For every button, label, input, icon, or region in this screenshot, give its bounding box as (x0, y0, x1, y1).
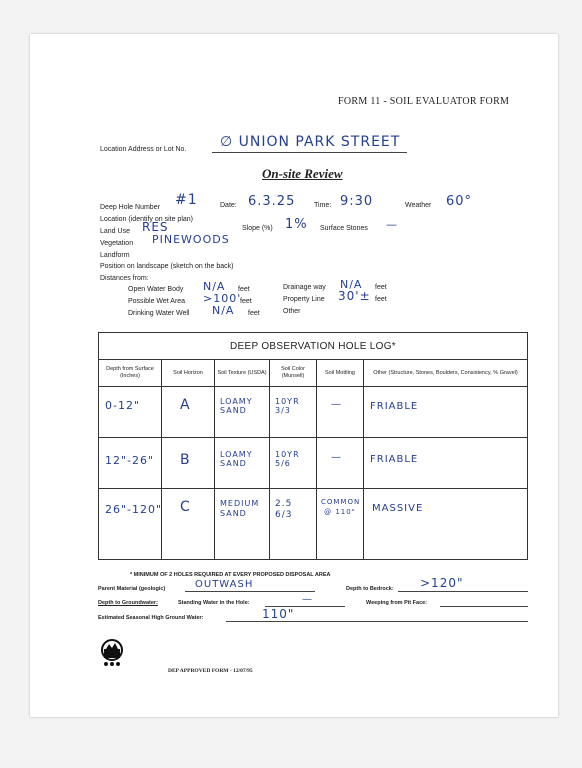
date-value: 6.3.25 (248, 194, 296, 209)
seasonal-high-line (226, 621, 528, 622)
weather-label: Weather (405, 202, 432, 209)
row3-horizon: C (180, 499, 191, 515)
possible-wet-feet: feet (240, 298, 252, 305)
row1-texture: LOAMY SAND (220, 397, 253, 415)
drinking-water-label: Drinking Water Well (128, 310, 190, 317)
weeping-line (440, 606, 528, 607)
row3-depth: 26"-120" (105, 503, 163, 516)
depth-bedrock-line (398, 591, 528, 592)
row1-mottling: — (331, 399, 342, 410)
property-line-feet: feet (375, 296, 387, 303)
weeping-label: Weeping from Pit Face: (366, 600, 428, 606)
row3-color: 2.5 6/3 (275, 499, 293, 520)
property-line-label: Property Line (283, 296, 325, 303)
land-use-value: RES (142, 220, 169, 234)
row3-mottling: COMMON @ 110" (321, 498, 361, 516)
row2-other: FRIABLE (370, 454, 419, 465)
deep-hole-number: #1 (175, 192, 198, 208)
time-value: 9:30 (340, 194, 374, 209)
row1-other: FRIABLE (370, 401, 419, 412)
row2-color: 10YR 5/6 (275, 450, 300, 468)
location-label: Location Address or Lot No. (100, 146, 187, 153)
drainage-value: N/A (340, 278, 363, 291)
possible-wet-label: Possible Wet Area (128, 298, 186, 305)
location-site-plan-label: Location (identify on site plan) (100, 216, 193, 223)
observation-hole-log (98, 332, 528, 560)
header-color: Soil Color (Munsell) (270, 360, 317, 387)
row1-color: 10YR 3/3 (275, 397, 300, 415)
vegetation-label: Vegetation (100, 240, 134, 247)
table-row (99, 387, 528, 438)
other-label: Other (283, 308, 301, 315)
distances-label: Distances from: (100, 275, 149, 282)
header-depth: Depth from Surface (Inches) (99, 360, 162, 387)
log-title: DEEP OBSERVATION HOLE LOG* (99, 333, 528, 360)
parent-material-value: OUTWASH (195, 579, 254, 590)
row2-horizon: B (180, 452, 191, 468)
slope-label: Slope (%) (242, 225, 273, 232)
minimum-note: * MINIMUM OF 2 HOLES REQUIRED AT EVERY PROPOSED DISPOSAL AREA (130, 572, 331, 578)
landform-label: Landform (100, 252, 130, 259)
vegetation-value: PINEWOODS (152, 233, 230, 246)
slope-value: 1% (285, 217, 308, 232)
row1-depth: 0-12" (105, 399, 141, 412)
date-label: Date: (220, 202, 237, 209)
header-mottling: Soil Mottling (317, 360, 364, 387)
seasonal-high-value: 110" (262, 607, 295, 621)
property-line-value: 30'± (338, 289, 371, 303)
drinking-water-value: N/A (212, 304, 235, 317)
open-water-feet: feet (238, 286, 250, 293)
drainage-feet: feet (375, 284, 387, 291)
parent-material-label: Parent Material (geologic) (98, 586, 166, 592)
section-title: On-site Review (262, 166, 343, 181)
row3-texture: MEDIUM SAND (220, 499, 260, 518)
standing-water-value: — (302, 594, 313, 605)
form-page (30, 34, 558, 717)
weather-value: 60° (446, 194, 473, 209)
dep-logo-icon (100, 638, 124, 673)
parent-material-line (185, 591, 315, 592)
header-texture: Soil Texture (USDA) (215, 360, 270, 387)
table-row (99, 489, 528, 560)
row2-mottling: — (331, 452, 342, 463)
depth-bedrock-value: >120" (420, 576, 464, 590)
drainage-label: Drainage way (283, 284, 326, 291)
possible-wet-value: >100' (203, 292, 242, 305)
location-underline (212, 152, 407, 153)
table-row (99, 438, 528, 489)
time-label: Time: (314, 202, 332, 209)
deep-hole-label: Deep Hole Number (100, 204, 160, 211)
depth-bedrock-label: Depth to Bedrock: (346, 586, 394, 592)
surface-stones-label: Surface Stones (320, 225, 368, 232)
header-horizon: Soil Horizon (162, 360, 215, 387)
row2-texture: LOAMY SAND (220, 450, 253, 468)
drinking-water-feet: feet (248, 310, 260, 317)
row1-horizon: A (180, 397, 191, 413)
form-title: FORM 11 - SOIL EVALUATOR FORM (338, 96, 510, 107)
row2-depth: 12"-26" (105, 454, 155, 467)
surface-stones-value: — (386, 218, 398, 231)
position-label: Position on landscape (sketch on the back) (100, 263, 234, 270)
land-use-label: Land Use (100, 228, 130, 235)
seasonal-high-label: Estimated Seasonal High Ground Water: (98, 615, 204, 621)
approval-note: DEP APPROVED FORM - 12/07/95 (168, 668, 253, 674)
row3-other: MASSIVE (372, 503, 424, 514)
header-other: Other (Structure, Stones, Boulders, Consistency, % Gravel) (364, 360, 528, 387)
depth-groundwater-label: Depth to Groundwater: (98, 600, 158, 606)
standing-water-label: Standing Water in the Hole: (178, 600, 250, 606)
open-water-label: Open Water Body (128, 286, 184, 293)
location-value: ∅ UNION PARK STREET (220, 134, 401, 150)
open-water-value: N/A (203, 280, 226, 293)
